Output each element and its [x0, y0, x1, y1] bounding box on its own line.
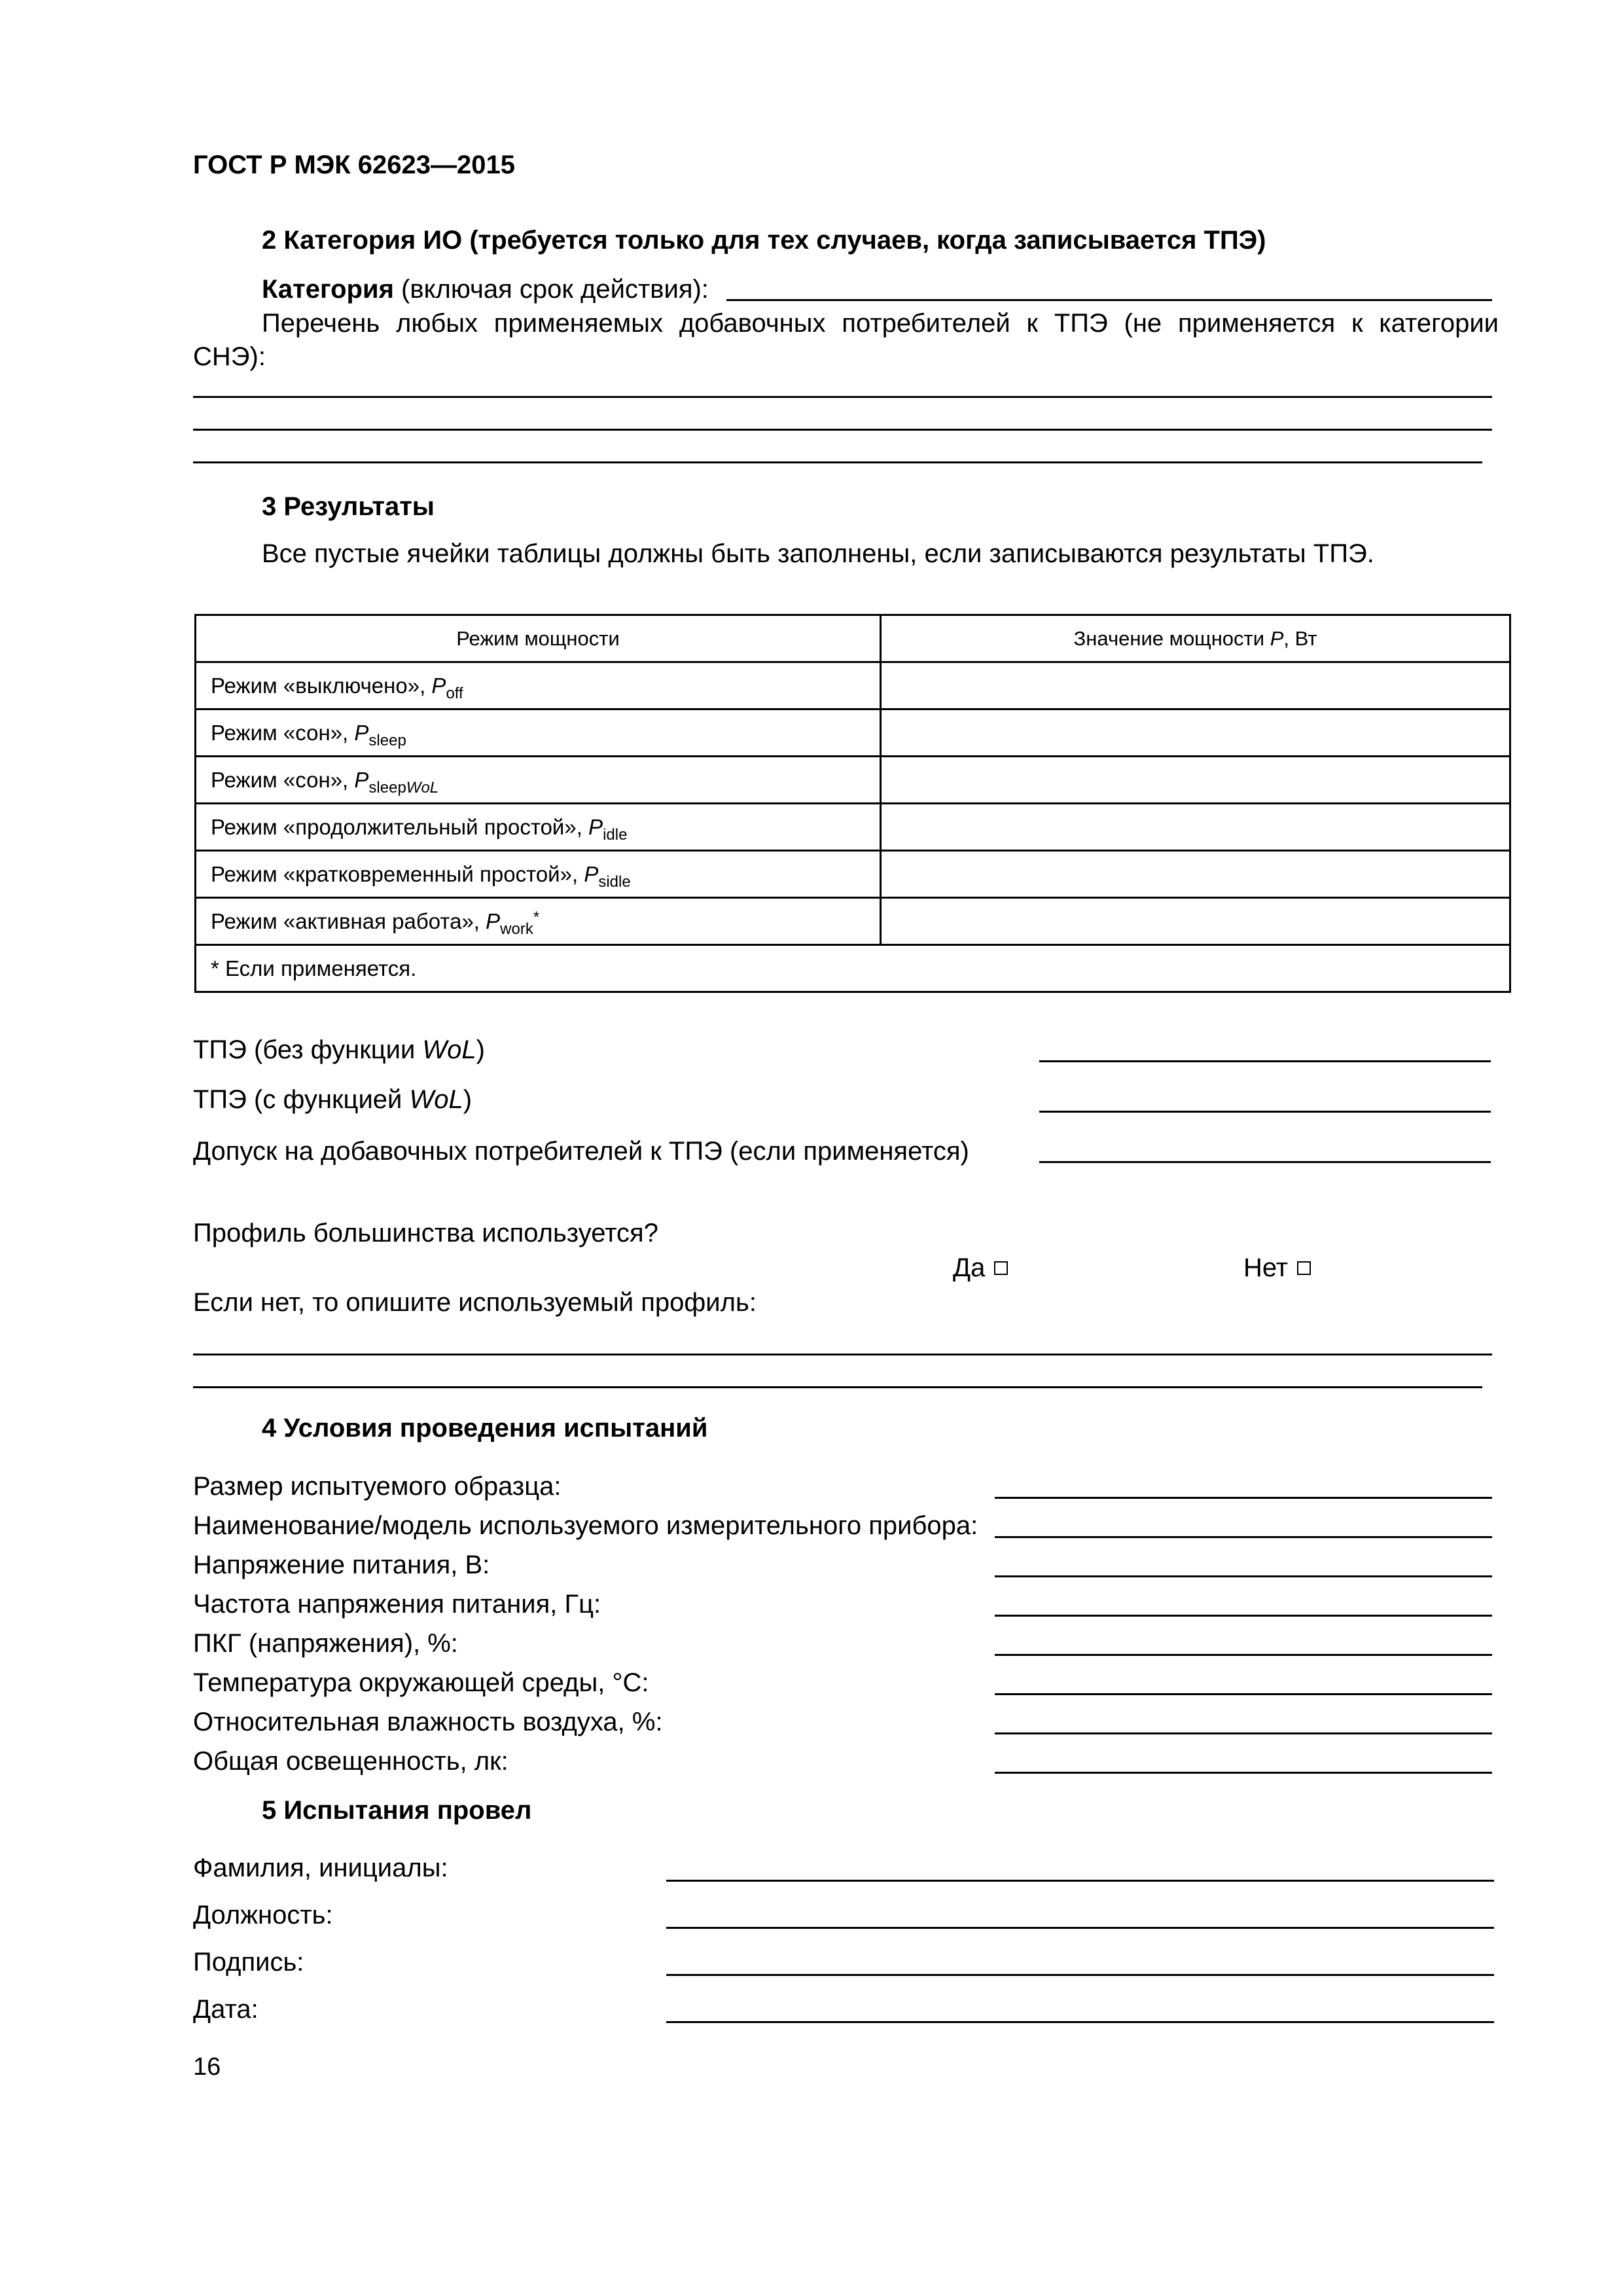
- test-condition-label: Напряжение питания, В:: [193, 1551, 490, 1579]
- test-condition-input-line[interactable]: [995, 1536, 1492, 1538]
- power-mode-subscript: [368, 779, 438, 797]
- tester-field-input-line[interactable]: [666, 2021, 1494, 2023]
- test-condition-label: Температура окружающей среды, °С:: [193, 1668, 649, 1697]
- tpe-with-wol-label: [193, 1084, 472, 1115]
- yes-option[interactable]: [953, 1252, 1008, 1283]
- tester-field-label: Дата:: [193, 1995, 259, 2024]
- table-row: [196, 757, 1510, 804]
- table-row: [196, 709, 1510, 757]
- additional-consumers-line[interactable]: [193, 429, 1492, 431]
- power-mode-subscript: off: [446, 684, 463, 702]
- power-mode-symbol: P: [431, 673, 446, 698]
- additional-consumers-line[interactable]: [193, 461, 1482, 463]
- profile-description-line[interactable]: [193, 1386, 1482, 1388]
- additional-consumers-text-line1: Перечень любых применяемых добавочных потребителей к ТПЭ (не применяется к категории: [262, 309, 1499, 338]
- allowance-input-line[interactable]: [1039, 1161, 1491, 1163]
- tpe-without-wol: WoL: [422, 1035, 476, 1064]
- category-input-line[interactable]: [726, 299, 1492, 301]
- no-option[interactable]: [1243, 1252, 1311, 1283]
- tester-field-input-line[interactable]: [666, 1974, 1494, 1976]
- tester-field-input-line[interactable]: [666, 1880, 1494, 1882]
- test-condition-label: Наименование/модель используемого измерительного прибора:: [193, 1511, 978, 1540]
- test-condition-input-line[interactable]: [995, 1615, 1492, 1617]
- power-mode-symbol: P: [584, 861, 599, 886]
- tester-field-label: Фамилия, инициалы:: [193, 1854, 448, 1882]
- power-mode-header: Режим мощности: [196, 615, 881, 662]
- table-row: [196, 851, 1510, 898]
- tpe-with-prefix: ТПЭ (с функцией: [193, 1085, 410, 1114]
- power-mode-cell: [196, 898, 881, 945]
- category-label-bold: Категория: [262, 275, 394, 304]
- power-mode-subscript-italic: WoL: [406, 778, 439, 797]
- test-condition-input-line[interactable]: [995, 1654, 1492, 1656]
- power-mode-symbol: P: [588, 814, 603, 839]
- power-mode-cell: [196, 709, 881, 757]
- power-mode-cell: [196, 851, 881, 898]
- power-value-cell[interactable]: [881, 757, 1510, 804]
- power-value-cell[interactable]: [881, 804, 1510, 851]
- test-condition-label: Частота напряжения питания, Гц:: [193, 1590, 601, 1619]
- tpe-without-suffix: ): [476, 1035, 485, 1064]
- power-mode-label: Режим «сон»,: [211, 720, 355, 745]
- additional-consumers-text-line2: СНЭ):: [193, 342, 266, 371]
- table-footnote: * Если применяется.: [196, 945, 1510, 992]
- section-4-heading: 4 Условия проведения испытаний: [262, 1414, 708, 1443]
- power-results-table: [194, 614, 1511, 993]
- section-2-heading: 2 Категория ИО (требуется только для тех случаев, когда записывается ТПЭ): [262, 226, 1266, 255]
- tester-field-label: Подпись:: [193, 1948, 304, 1977]
- power-value-cell[interactable]: [881, 898, 1510, 945]
- category-label-rest: (включая срок действия):: [393, 275, 709, 304]
- section-5-heading: 5 Испытания провел: [262, 1796, 532, 1825]
- tpe-without-wol-input-line[interactable]: [1039, 1060, 1491, 1062]
- yes-label: Да: [953, 1253, 986, 1282]
- test-condition-input-line[interactable]: [995, 1575, 1492, 1577]
- yes-checkbox[interactable]: [994, 1261, 1008, 1275]
- section-3-intro: Все пустые ячейки таблицы должны быть заполнены, если записываются результаты ТПЭ.: [262, 539, 1374, 568]
- power-mode-cell: [196, 662, 881, 709]
- power-mode-subscript: sidle: [598, 872, 631, 891]
- tpe-with-wol: WoL: [409, 1085, 463, 1114]
- power-value-cell[interactable]: [881, 709, 1510, 757]
- tpe-without-wol-label: [193, 1034, 485, 1066]
- power-value-cell[interactable]: [881, 662, 1510, 709]
- table-footnote-row: [196, 945, 1510, 992]
- test-condition-input-line[interactable]: [995, 1497, 1492, 1499]
- page-number: 16: [193, 2053, 221, 2081]
- category-label: [262, 274, 709, 305]
- table-row: [196, 898, 1510, 945]
- no-label: Нет: [1243, 1253, 1289, 1282]
- power-mode-cell: [196, 804, 881, 851]
- power-value-cell[interactable]: [881, 851, 1510, 898]
- section-3-heading: 3 Результаты: [262, 492, 435, 521]
- test-condition-label: Размер испытуемого образца:: [193, 1472, 562, 1501]
- profile-describe-label: Если нет, то опишите используемый профиль:: [193, 1288, 757, 1317]
- power-value-header-prefix: Значение мощности: [1073, 626, 1270, 650]
- tpe-with-wol-input-line[interactable]: [1039, 1111, 1491, 1113]
- additional-consumers-line[interactable]: [193, 396, 1492, 398]
- power-mode-footnote-mark: *: [533, 908, 540, 926]
- power-mode-subscript: idle: [603, 825, 628, 844]
- test-condition-label: Общая освещенность, лк:: [193, 1747, 508, 1776]
- power-mode-subscript: work: [500, 920, 533, 938]
- power-mode-label: Режим «кратковременный простой»,: [211, 861, 584, 886]
- tester-field-input-line[interactable]: [666, 1927, 1494, 1929]
- no-checkbox[interactable]: [1297, 1261, 1311, 1275]
- power-mode-subscript-text: sleep: [368, 778, 406, 797]
- power-mode-label: Режим «выключено»,: [211, 673, 432, 698]
- power-mode-cell: [196, 757, 881, 804]
- allowance-label: Допуск на добавочных потребителей к ТПЭ (если применяется): [193, 1137, 969, 1166]
- test-condition-input-line[interactable]: [995, 1732, 1492, 1734]
- profile-question: Профиль большинства используется?: [193, 1219, 658, 1247]
- tester-field-label: Должность:: [193, 1901, 333, 1929]
- power-value-header: [881, 615, 1510, 662]
- power-value-header-suffix: , Вт: [1283, 626, 1317, 650]
- profile-description-line[interactable]: [193, 1354, 1492, 1355]
- power-mode-subscript: sleep: [368, 731, 406, 749]
- power-mode-symbol: P: [354, 767, 369, 792]
- test-condition-label: Относительная влажность воздуха, %:: [193, 1708, 663, 1736]
- power-value-header-symbol: P: [1270, 626, 1284, 650]
- power-mode-symbol: P: [486, 908, 501, 933]
- table-row: [196, 662, 1510, 709]
- power-mode-label: Режим «активная работа»,: [211, 908, 486, 933]
- table-row: [196, 804, 1510, 851]
- table-header-row: [196, 615, 1510, 662]
- power-mode-label: Режим «продолжительный простой»,: [211, 814, 589, 839]
- power-mode-label: Режим «сон»,: [211, 767, 355, 792]
- document-id: ГОСТ Р МЭК 62623—2015: [193, 151, 516, 179]
- test-condition-label: ПКГ (напряжения), %:: [193, 1629, 458, 1658]
- tpe-with-suffix: ): [463, 1085, 473, 1114]
- test-condition-input-line[interactable]: [995, 1693, 1492, 1695]
- test-condition-input-line[interactable]: [995, 1772, 1492, 1774]
- power-mode-symbol: P: [354, 720, 369, 745]
- tpe-without-prefix: ТПЭ (без функции: [193, 1035, 423, 1064]
